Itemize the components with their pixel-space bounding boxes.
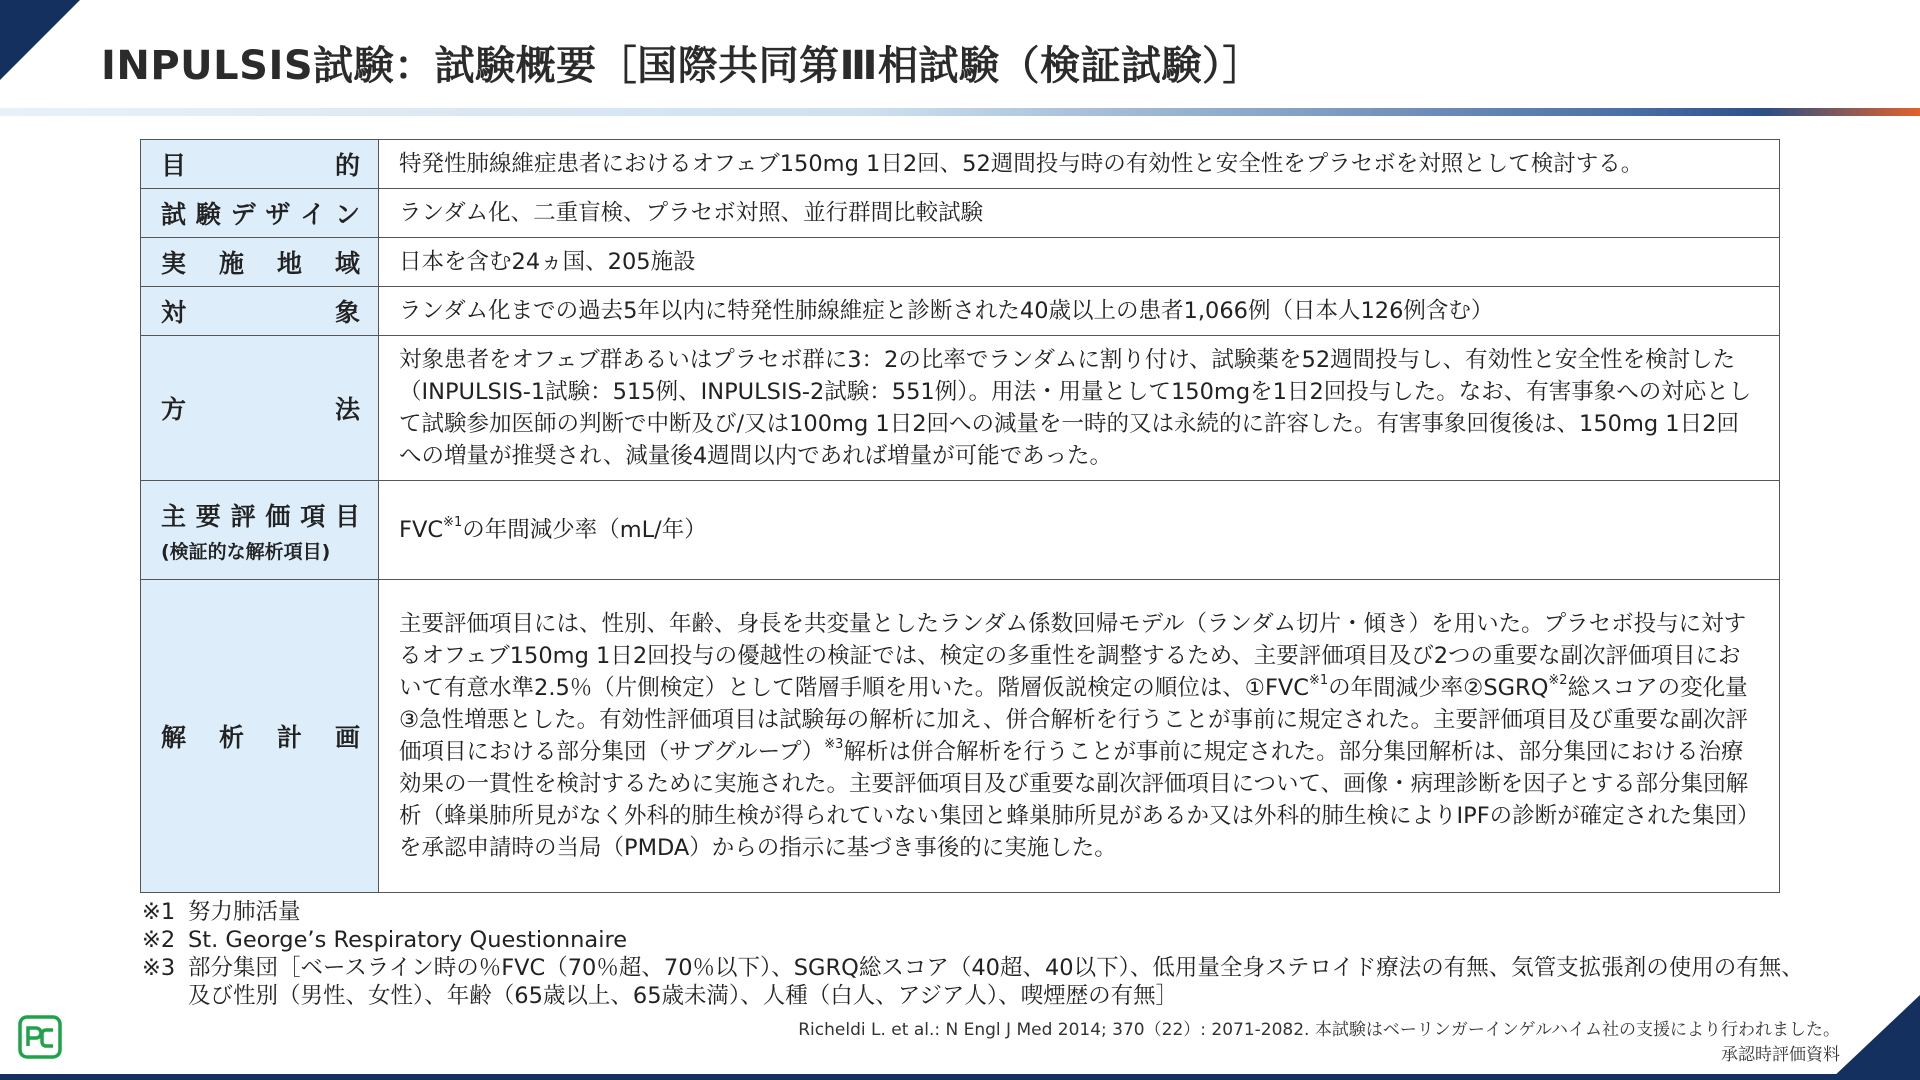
table-row-primary-endpoint	[141, 481, 1780, 580]
row-label: 解 析 計 画	[141, 580, 379, 893]
table-row-design	[141, 189, 1780, 238]
footnote-ref: ※1	[1309, 673, 1329, 688]
header-gradient-rule	[0, 108, 1920, 116]
footnote-item: ※3 部分集団［ベースライン時の％FVC（70％超、70％以下）、SGRQ総スコア（40超、40以下）、低用量全身ステロイド療法の有無、気管支拡張剤の使用の有無、及び性別（男性、女性）、年齢（65歳以上、65歳未満）、人種（白人、アジア人）、喫煙歴の有無］	[142, 955, 1804, 1009]
row-label-sub: (検証的な解析項目)	[161, 540, 331, 563]
corner-decoration-bottom-right	[1830, 995, 1920, 1080]
row-content: FVC$^{※1}$の年間減少率（mL/年）	[379, 481, 1780, 580]
row-content: 主要評価項目には、性別、年齢、身長を共変量としたランダム係数回帰モデル（ランダム切片・傾き）を用いた。プラセボ投与に対するオフェブ150mg 1日2回投与の優越性の検証では、検定の多重性を調整するため、主要評価項目及び2つの重要な副次評価項目において有意水準2.5％（片側検定）として階層手順を用いた。階層仮説検定の順位は、①FVC$^{※1}$の年間減少率②SGRQ$^{※2}$総スコアの変化量③急性増悪とした。有効性評価項目は試験毎の解析に加え、併合解析を行うことが事前に規定された。主要評価項目及び重要な副次評価項目における部分集団（サブグループ）$^{※3}$解析は併合解析を行うことが事前に規定された。部分集団解析は、部分集団における治療効果の一貫性を検討するために実施された。主要評価項目及び重要な副次評価項目について、画像・病理診断を因子とする部分集団解析（蜂巣肺所見がなく外科的肺生検が得られていない集団と蜂巣肺所見があるか又は外科的肺生検によりIPFの診断が確定された集団）を承認申請時の当局（PMDA）からの指示に基づき事後的に実施した。	[379, 580, 1780, 893]
table-row-purpose	[141, 140, 1780, 189]
row-content: 日本を含む24ヵ国、205施設	[379, 238, 1780, 287]
row-label: 目 的	[141, 140, 379, 189]
row-label: 対 象	[141, 287, 379, 336]
footnote-ref: ※2	[1548, 673, 1568, 688]
footer-bar	[0, 1074, 1920, 1080]
study-overview-table	[140, 139, 1780, 893]
table-row-method	[141, 336, 1780, 481]
footnote-ref: ※3	[824, 737, 844, 752]
row-label: 試 験 デ ザ イ ン	[141, 189, 379, 238]
table-row-analysis-plan	[141, 580, 1780, 893]
approval-note: 承認時評価資料	[1721, 1045, 1840, 1065]
row-content: 特発性肺線維症患者におけるオフェブ150mg 1日2回、52週間投与時の有効性と安全性をプラセボを対照として検討する。	[379, 140, 1780, 189]
row-content: ランダム化、二重盲検、プラセボ対照、並行群間比較試験	[379, 189, 1780, 238]
page-title: INPULSIS試験：試験概要［国際共同第Ⅲ相試験（検証試験）］	[101, 43, 1263, 89]
citation: Richeldi L. et al.: N Engl J Med 2014; 370（22）: 2071-2082. 本試験はベーリンガーインゲルハイム社の支援により行われました。	[798, 1020, 1840, 1040]
corner-decoration-top-left	[0, 0, 80, 80]
footnotes	[142, 898, 1808, 1010]
footnote-ref: ※1	[443, 515, 463, 530]
footnote-item: ※2 St. George’s Respiratory Questionnaire	[142, 927, 628, 953]
row-content: 対象患者をオフェブ群あるいはプラセボ群に3：2の比率でランダムに割り付け、試験薬を52週間投与し、有効性と安全性を検討した（INPULSIS-1試験：515例、INPULSIS-2試験：551例）。用法・用量として150mgを1日2回投与した。なお、有害事象への対応として試験参加医師の判断で中断及び/又は100mg 1日2回への減量を一時的又は永続的に許容した。有害事象回復後は、150mg 1日2回への増量が推奨され、減量後4週間以内であれば増量が可能であった。	[379, 336, 1780, 481]
table-row-subjects	[141, 287, 1780, 336]
row-label: 実 施 地 域	[141, 238, 379, 287]
row-content: ランダム化までの過去5年以内に特発性肺線維症と診断された40歳以上の患者1,066例（日本人126例含む）	[379, 287, 1780, 336]
footnote-item: ※1 努力肺活量	[142, 899, 301, 925]
row-label: 方 法	[141, 336, 379, 481]
row-label: 主 要 評 価 項 目 (検証的な解析項目)	[141, 481, 379, 580]
table-row-region	[141, 238, 1780, 287]
pc-logo-icon	[18, 1015, 62, 1059]
